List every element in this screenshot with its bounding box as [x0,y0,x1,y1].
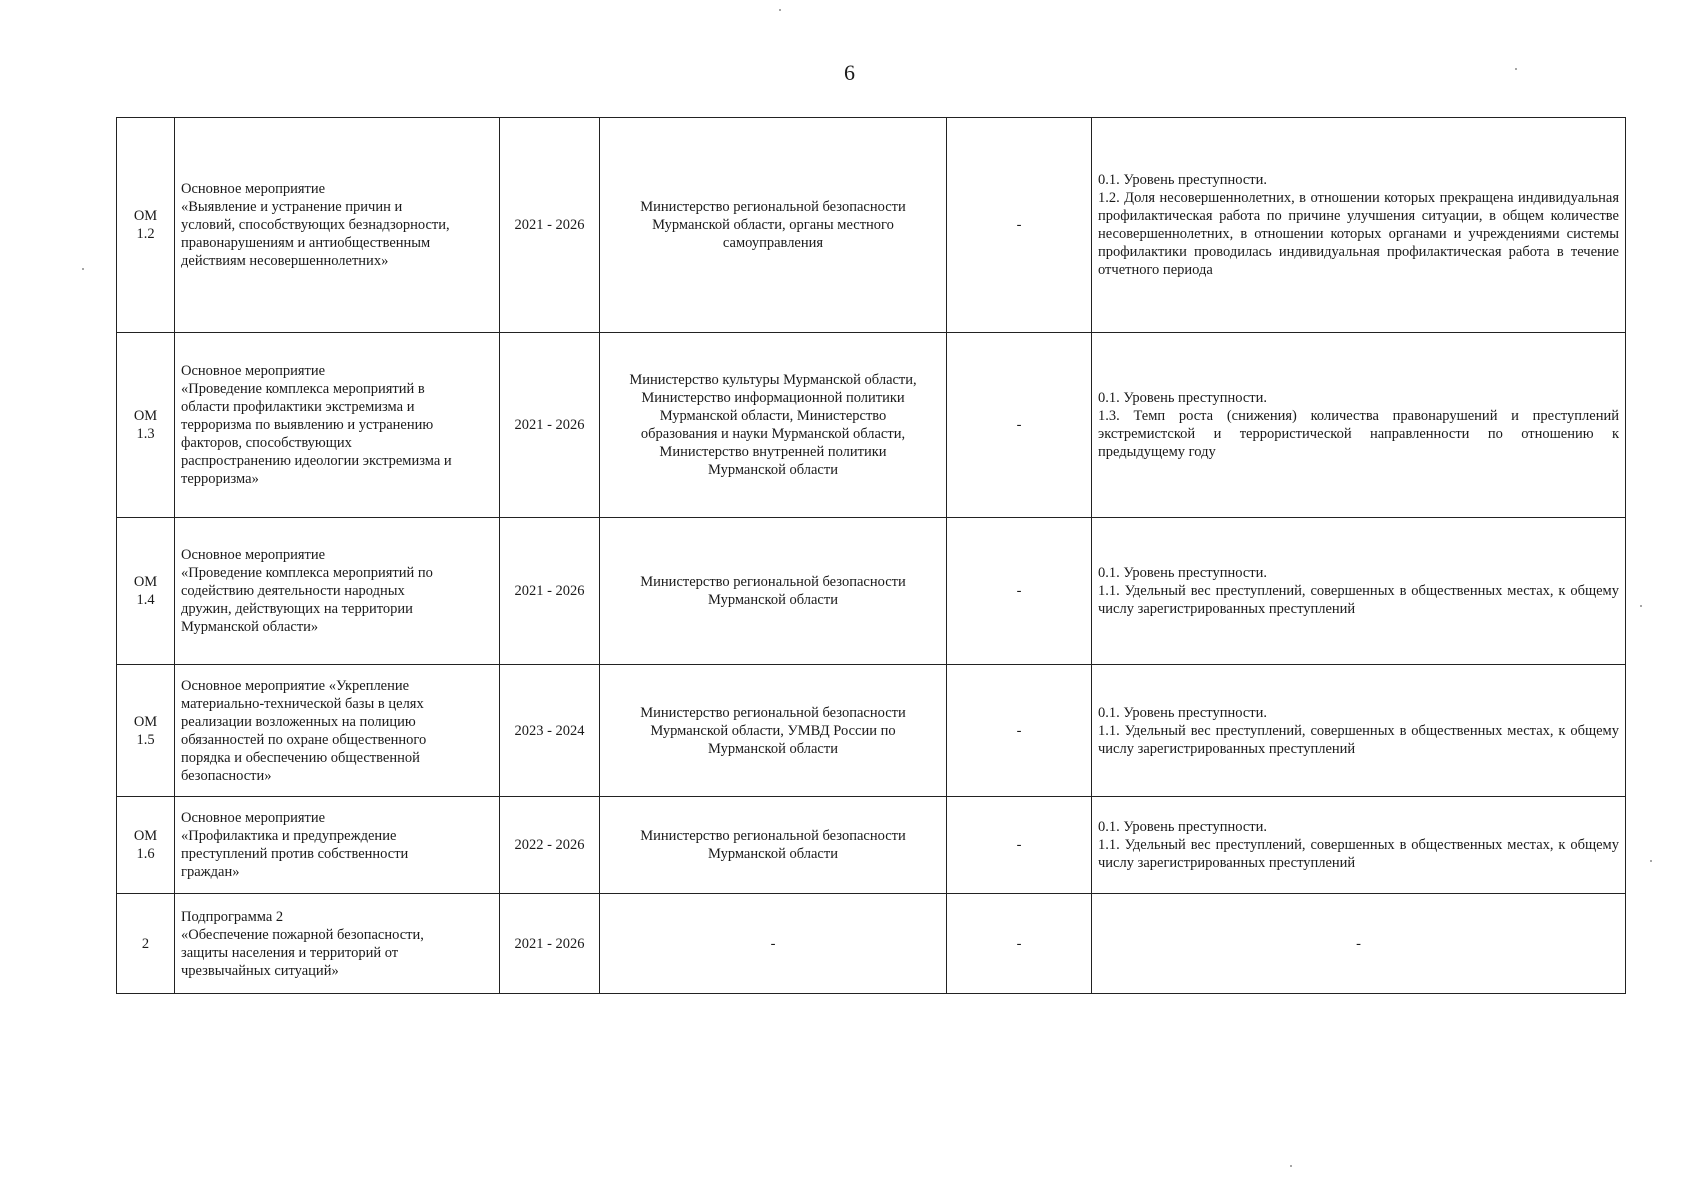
measure-executor-cell [600,894,947,994]
table-row [117,797,1626,894]
measure-executor-cell [600,518,947,665]
measure-indicators: - [1356,935,1361,952]
measure-executor-cell [600,118,947,333]
measure-indicators-cell [1092,518,1626,665]
measure-code-cell [117,333,175,518]
measure-code: ОМ 1.2 [133,208,158,242]
measure-participants: - [1016,837,1022,853]
measure-code-cell [117,518,175,665]
table-row [117,118,1626,333]
measure-indicators: 0.1. Уровень преступности. 1.1. Удельный вес преступлений, совершенных в общественных местах, к общему числу зарегистрированных преступлений [1098,565,1619,617]
scan-speck [1640,605,1642,607]
measure-executor: Министерство региональной безопасности Мурманской области [640,574,906,608]
measure-code-cell [117,894,175,994]
measure-participants: - [1016,217,1022,233]
measure-period: 2021 - 2026 [514,417,585,433]
measure-period-cell [500,894,600,994]
measure-indicators-cell [1092,797,1626,894]
measure-name: Основное мероприятие «Профилактика и предупреждение преступлений против собственности граждан» [181,810,409,880]
measure-executor: Министерство региональной безопасности Мурманской области, УМВД России по Мурманской области [640,704,906,757]
measure-name-cell [175,797,500,894]
measure-code-cell [117,118,175,333]
measure-period-cell [500,518,600,665]
measure-executor: Министерство культуры Мурманской области, Министерство информационной политики Мурманской области, Министерство образования и науки Мурманской области, Министерство внутренней политики Мурманской области [629,372,917,478]
scan-speck [82,268,84,270]
measure-code: ОМ 1.6 [133,828,158,862]
measure-code-cell [117,665,175,797]
measure-executor: Министерство региональной безопасности Мурманской области [640,828,906,862]
page-number: 6 [844,60,855,85]
measure-name-cell [175,665,500,797]
table-row [117,665,1626,797]
measure-name: Основное мероприятие «Выявление и устранение причин и условий, способствующих безнадзорности, правонарушениям и антиобщественным действиям несовершеннолетних» [181,181,450,269]
measures-table [116,117,1626,994]
measure-code: ОМ 1.4 [133,574,158,608]
measure-indicators-cell [1092,333,1626,518]
measure-name-cell [175,118,500,333]
table-row [117,333,1626,518]
measure-participants: - [1016,935,1022,952]
measure-period: 2022 - 2026 [514,837,585,853]
measure-period: 2021 - 2026 [514,583,585,599]
measure-participants: - [1016,722,1022,739]
measure-executor-cell [600,797,947,894]
scan-speck [779,9,781,11]
table-row [117,894,1626,994]
scan-speck [1515,68,1517,70]
measure-participants-cell [947,797,1092,894]
measure-period-cell [500,665,600,797]
measure-name: Подпрограмма 2 «Обеспечение пожарной безопасности, защиты населения и территорий от чрезвычайных ситуаций» [181,908,424,979]
measure-name: Основное мероприятие «Проведение комплекса мероприятий по содействию деятельности народных дружин, действующих на территории Мурманской области» [181,547,433,635]
measure-indicators: 0.1. Уровень преступности. 1.3. Темп роста (снижения) количества правонарушений и преступлений экстремистской и террористической направленности по отношению к предыдущему году [1098,390,1619,460]
scan-speck [1650,860,1652,862]
measure-code-cell [117,797,175,894]
measure-executor: - [770,935,776,952]
measure-executor-cell [600,665,947,797]
measure-period-cell [500,797,600,894]
measure-participants-cell [947,665,1092,797]
measure-name-cell [175,518,500,665]
measure-indicators: 0.1. Уровень преступности. 1.2. Доля несовершеннолетних, в отношении которых прекращена индивидуальная профилактическая работа по причине улучшения ситуации, в общем количестве несовершеннолетних, в отношении которых органами и учреждениями системы профилактики проводилась индивидуальная профилактическая работа в течение отчетного периода [1098,172,1619,278]
measure-period: 2023 - 2024 [514,722,585,739]
measure-period-cell [500,333,600,518]
measure-period: 2021 - 2026 [514,935,585,952]
measure-period-cell [500,118,600,333]
measure-participants-cell [947,118,1092,333]
scan-speck [1290,1165,1292,1167]
measure-indicators-cell [1092,665,1626,797]
measure-code: ОМ 1.5 [133,713,158,748]
measure-code: 2 [141,935,150,952]
measure-participants: - [1016,583,1022,599]
measure-name: Основное мероприятие «Проведение комплекса мероприятий в области профилактики экстремизма и терроризма по выявлению и устранению факторов, способствующих распространению идеологии экстремизма и терроризма» [181,363,452,487]
measure-name: Основное мероприятие «Укрепление материально-технической базы в целях реализации возложенных на полицию обязанностей по охране общественного порядка и обеспечению общественной безопасности» [181,677,427,784]
measure-executor: Министерство региональной безопасности Мурманской области, органы местного самоуправления [640,199,906,251]
measure-indicators-cell [1092,894,1626,994]
measure-name-cell [175,333,500,518]
measure-participants-cell [947,518,1092,665]
measure-participants-cell [947,333,1092,518]
measure-indicators: 0.1. Уровень преступности. 1.1. Удельный вес преступлений, совершенных в общественных местах, к общему числу зарегистрированных преступлений [1098,819,1619,871]
measure-executor-cell [600,333,947,518]
measure-code: ОМ 1.3 [133,408,158,442]
measure-participants: - [1016,417,1022,433]
measure-indicators-cell [1092,118,1626,333]
measure-indicators: 0.1. Уровень преступности. 1.1. Удельный вес преступлений, совершенных в общественных местах, к общему числу зарегистрированных преступлений [1098,704,1619,757]
measure-participants-cell [947,894,1092,994]
measure-period: 2021 - 2026 [514,217,585,233]
table-row [117,518,1626,665]
measure-name-cell [175,894,500,994]
